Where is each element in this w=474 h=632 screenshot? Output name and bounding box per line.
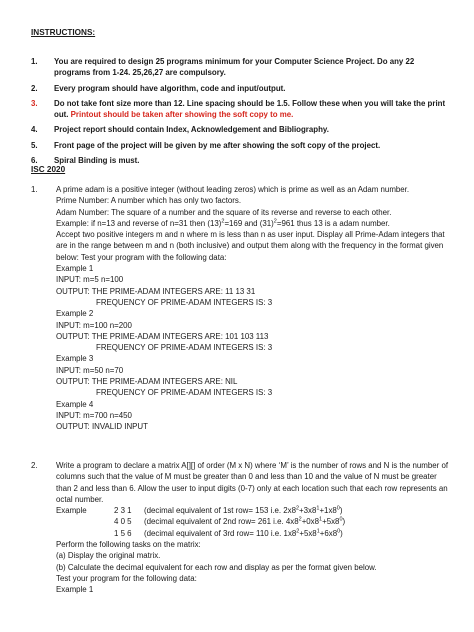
example-label: Example 4 (56, 399, 94, 409)
task-a: (a) Display the original matrix. (56, 551, 161, 561)
example-input: INPUT: m=700 n=450 (56, 410, 132, 420)
instruction-text: Project report should contain Index, Acknowledgement and Bibliography. (54, 125, 329, 135)
example-output: OUTPUT: THE PRIME-ADAM INTEGERS ARE: NIL (56, 377, 238, 387)
matrix-example-label: Example (56, 506, 87, 516)
instruction-item (31, 140, 451, 151)
matrix-digits: 1 5 6 (114, 528, 132, 538)
question-2 (31, 460, 451, 596)
example-label: Example 1 (56, 585, 94, 595)
question-number: 2. (31, 461, 38, 470)
instruction-number: 1. (31, 57, 38, 66)
example-input: INPUT: m=5 n=100 (56, 275, 124, 285)
question-1 (31, 184, 451, 433)
matrix-row: 1 5 6 (decimal equivalent of 3rd row= 110 i.e. $1x8^2+5x8^1+6x8^0$) (114, 528, 343, 538)
example-frequency: FREQUENCY OF PRIME-ADAM INTEGERS IS: 3 (96, 297, 273, 307)
example-label: Example 3 (56, 354, 94, 364)
task-b: (b) Calculate the decimal equivalent for each row and display as per the format given below. (56, 562, 377, 572)
question-paragraph: Accept two positive integers m and n where m is less than n as user input. Display all Prime-Adam integers that are in the range between m and n (both inclusive) and output them along with the frequency in the format given below: Test your program with the following data: (56, 230, 445, 262)
question-paragraph: Write a program to declare a matrix A[][] of order (M x N) where ‘M’ is the number of rows and N is the number of columns such that the value of M must be greater than 0 and less than 10 and the value of N must be greater than 2 and less than 6. Allow the user to input digits (0-7) only at each location such that each row represents an octal number. (56, 461, 449, 504)
question-line: Adam Number: The square of a number and the square of its reverse and reverse to each other. (56, 207, 392, 217)
instruction-number: 6. (31, 156, 38, 166)
example-output: OUTPUT: THE PRIME-ADAM INTEGERS ARE: 101 103 113 (56, 331, 269, 341)
instruction-text: Every program should have algorithm, code and input/output. (54, 83, 286, 93)
instructions-list (31, 56, 451, 170)
tasks-intro: Perform the following tasks on the matrix: (56, 540, 201, 550)
instruction-number: 5. (31, 140, 38, 150)
example-line: Example: if n=13 and reverse of n=31 then $(13)^2=169$ and $(31)^2=961$ thus 13 is a adam number. (56, 218, 390, 228)
example-label: Example 1 (56, 264, 94, 274)
matrix-row: 4 0 5 (decimal equivalent of 2nd row= 261 i.e. $4x8^2+0x8^1+5x8^0$) (114, 516, 346, 527)
instruction-number: 3. (31, 98, 38, 108)
section-heading: ISC 2020 (31, 165, 66, 174)
example-frequency: FREQUENCY OF PRIME-ADAM INTEGERS IS: 3 (96, 343, 273, 353)
instruction-item (31, 155, 451, 166)
test-line: Test your program for the following data: (56, 573, 197, 583)
instruction-text: You are required to design 25 programs minimum for your Computer Science Project. Do any 22 programs from 1-24. 25,26,27 are compulsory. (54, 57, 415, 78)
instruction-text: Do not take font size more than 12. Line spacing should be 1.5. Follow these when you will take the print out. (54, 98, 446, 120)
instruction-text: Front page of the project will be given by me after showing the soft copy of the project. (54, 140, 381, 150)
example-frequency: FREQUENCY OF PRIME-ADAM INTEGERS IS: 3 (96, 388, 273, 398)
instruction-number: 2. (31, 83, 38, 93)
instruction-number: 4. (31, 125, 38, 135)
question-line: A prime adam is a positive integer (without leading zeros) which is prime as well as an Adam number. (56, 185, 410, 194)
instruction-item (31, 83, 451, 94)
question-number: 1. (31, 185, 38, 194)
instruction-highlight: Printout should be taken after showing the soft copy to me. (70, 110, 294, 120)
matrix-digits: 2 3 1 (114, 506, 132, 516)
question-body (56, 184, 451, 433)
instruction-item (31, 98, 451, 121)
instruction-text: Spiral Binding is must. (54, 156, 140, 166)
example-input: INPUT: m=50 n=70 (56, 365, 124, 375)
matrix-digits: 4 0 5 (114, 517, 132, 527)
instruction-item (31, 124, 451, 135)
example-input: INPUT: m=100 n=200 (56, 320, 132, 330)
question-line: Prime Number: A number which has only two factors. (56, 196, 242, 206)
matrix-row: Example 2 3 1 (decimal equivalent of 1st row= 153 i.e. $2x8^2+3x8^1+1x8^0$) (56, 505, 343, 516)
instruction-item (31, 56, 451, 79)
question-body (56, 460, 451, 596)
example-output: OUTPUT: INVALID INPUT (56, 422, 148, 432)
instructions-heading: INSTRUCTIONS: (31, 28, 96, 37)
example-label: Example 2 (56, 309, 94, 319)
example-output: OUTPUT: THE PRIME-ADAM INTEGERS ARE: 11 13 31 (56, 286, 256, 296)
